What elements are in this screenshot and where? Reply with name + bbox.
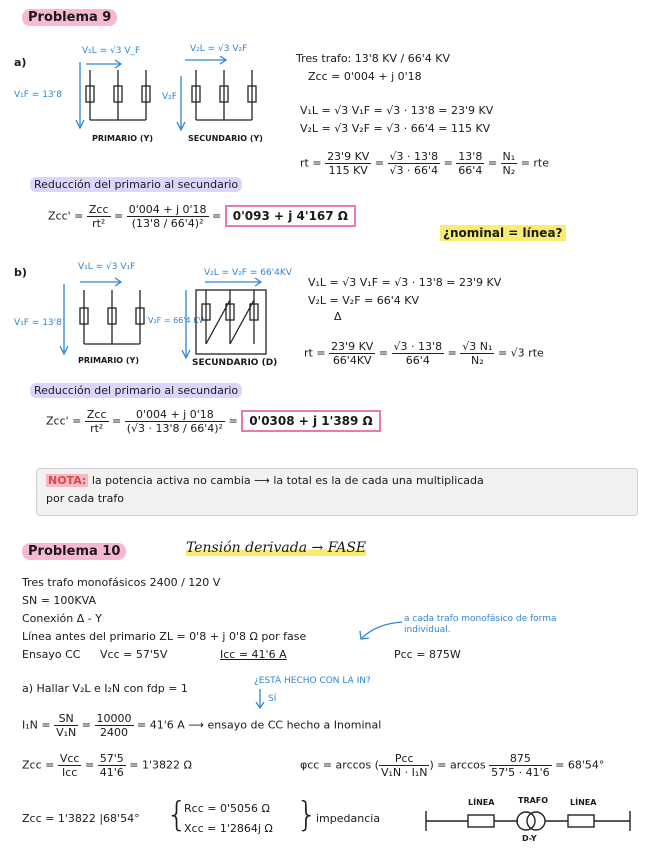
rt-b-frac3-den: N₂ — [471, 354, 484, 367]
i1n-frac2-num: 10000 — [96, 712, 132, 725]
xcc-value: Xcc = 1'2864j Ω — [184, 822, 273, 835]
primario-label-a: PRIMARIO (Y) — [92, 134, 153, 143]
phi-result: = 68'54° — [555, 758, 605, 772]
rt-b-frac2-num: √3 · 13'8 — [393, 340, 443, 353]
phi-arccos: = arccos — [437, 758, 486, 772]
zcc-b-frac-den: rt² — [90, 422, 104, 435]
zcc-frac2-den: (13'8 / 66'4)² — [131, 217, 204, 230]
given-line-1: Tres trafo monofásicos 2400 / 120 V — [22, 576, 221, 589]
v2l-label-a: V₂L = √3 V₂F — [190, 44, 248, 54]
tension-annotation — [186, 540, 366, 556]
zcc-b-frac2-den: (√3 · 13'8 / 66'4)² — [126, 422, 223, 435]
trafo-spec: Tres trafo: 13'8 KV / 66'4 KV — [296, 52, 450, 65]
v2f-label-b: V₂F = 66'4 KV — [148, 316, 204, 325]
in-question: ¿ESTÁ HECHO CON LA IN? — [254, 676, 371, 686]
rt-b-prefix: rt = — [304, 346, 326, 360]
zcc-frac-den: rt² — [92, 217, 106, 230]
reduccion-heading-a — [30, 178, 242, 191]
rcc-value: Rcc = 0'5056 Ω — [184, 802, 270, 815]
part-a-label: a) — [14, 56, 27, 69]
phi-prefix: φcc = arccos — [300, 758, 372, 772]
pcc-value: Pcc = 875W — [394, 648, 461, 661]
phi-frac-num: Pcc — [379, 752, 430, 766]
phi-frac-den: V₁N · I₁N — [380, 766, 428, 779]
diagram-linea-2: LÍNEA — [570, 798, 597, 807]
problem-10-title — [22, 544, 126, 559]
rt-b-frac2-den: 66'4 — [405, 354, 430, 367]
blue-note-arrow — [356, 614, 406, 644]
secundario-label-b: SECUNDARIO (D) — [192, 358, 278, 368]
circuit-diagram-b — [50, 272, 300, 362]
primario-label-b: PRIMARIO (Y) — [78, 356, 139, 365]
zcc-prime-prefix: Zcc' = — [48, 209, 84, 223]
v1l-label-b: V₁L = √3 V₁F — [78, 262, 136, 272]
nominal-question-text: ¿nominal = línea? — [440, 225, 566, 241]
problem-9-title — [22, 10, 117, 25]
line-trafo-diagram — [420, 806, 640, 836]
circuit-diagram-a — [60, 56, 270, 136]
rt-frac4-den: N₂ — [502, 164, 516, 177]
rt-frac4-num: N₁ — [502, 150, 516, 163]
rt-frac1-den: 115 KV — [328, 164, 368, 177]
rt-frac3-den: 66'4 — [458, 164, 483, 177]
given-line-4: Línea antes del primario ZL = 0'8 + j 0'8 Ω por fase — [22, 630, 307, 643]
rt-frac3-num: 13'8 — [458, 150, 483, 163]
rt-equation-a: rt = $\frac{23'9 KV}{115 KV}$ = $\frac{√3 \cdot 13'8}{√3 \cdot 66'4}$ = $\frac{13'8}{66'4}$ = $\frac{\text{N₁}}{\text{N₂}}$ = rte — [300, 150, 550, 177]
part-b-label: b) — [14, 266, 27, 279]
diagram-linea-1: LÍNEA — [468, 798, 495, 807]
phi-equation: φcc = arccos ( $\frac{\text{Pcc}}{\text{V₁N · I₁N}}$ ) = arccos $\frac{875}{57'5 \cdot 41'6}$ = 68'54° — [300, 752, 605, 779]
given-line-2: SN = 100KVA — [22, 594, 96, 607]
i1n-result: = 41'6 A ⟶ ensayo de CC hecho a Inominal — [137, 718, 382, 732]
rt-frac2-den: √3 · 66'4 — [389, 164, 439, 177]
v1f-label-b: V₁F = 13'8 — [14, 318, 62, 328]
v2f-label-a: V₂F — [162, 92, 177, 102]
problem-10-title-text: Problema 10 — [22, 543, 126, 560]
zcc-equation-10: Zcc = $\frac{\text{Vcc}}{\text{Icc}}$ = $\frac{57'5}{41'6}$ = 1'3822 Ω — [22, 752, 192, 779]
zcc10-frac1-den: Icc — [62, 766, 78, 779]
diagram-trafo: TRAFO — [518, 796, 549, 805]
rt-b-frac1-den: 66'4KV — [332, 354, 372, 367]
zcc-prime-equation-a: Zcc' = $\frac{\text{Zcc}}{\text{rt²}}$ = $\frac{0'004 + j 0'18}{\text{(13'8 / 66'4)²}}$ = 0'093 + j 4'167 Ω — [48, 203, 356, 230]
zcc-frac2-num: 0'004 + j 0'18 — [128, 203, 207, 216]
rt-suffix: = rte — [520, 156, 550, 170]
zcc10-frac1-num: Vcc — [59, 752, 80, 765]
rt-equation-b: rt = $\frac{23'9 KV}{66'4KV}$ = $\frac{√3 \cdot 13'8}{66'4}$ = $\frac{\text{√3 N₁}}{\text{N₂}}$ = √3 rte — [304, 340, 544, 367]
zcc10-frac2-num: 57'5 — [99, 752, 124, 765]
reduccion-heading-a-text: Reducción del primario al secundario — [30, 177, 242, 192]
zcc-value: Zcc = 0'004 + j 0'18 — [308, 70, 422, 83]
blue-note: a cada trafo monofásico de forma individual. — [404, 614, 557, 635]
right-brace: } — [296, 795, 318, 835]
zcc-polar: Zcc = 1'3822 |68'54° — [22, 812, 140, 825]
v1l-label-a: V₁L = √3 V_F — [82, 46, 141, 56]
eq-v1l-a: V₁L = √3 V₁F = √3 · 13'8 = 23'9 KV — [300, 104, 494, 117]
rt-frac2-num: √3 · 13'8 — [389, 150, 439, 163]
rt-prefix: rt = — [300, 156, 322, 170]
result-box-a: 0'093 + j 4'167 Ω — [225, 205, 356, 227]
si-answer: SÍ — [268, 694, 277, 704]
nominal-question — [440, 226, 566, 240]
nota-label: NOTA: — [48, 474, 87, 487]
part-a-10: a) Hallar V₂L e I₂N con fdp = 1 — [22, 682, 188, 695]
i1n-frac2-den: 2400 — [100, 726, 128, 739]
i1n-frac1-num: SN — [54, 712, 78, 726]
delta-mark: Δ — [334, 310, 342, 323]
left-brace: { — [166, 795, 188, 835]
reduccion-heading-b — [30, 384, 242, 397]
i1n-equation: I₁N = $\frac{SN}{\text{V₁N}}$ = $\frac{10000}{2400}$ = 41'6 A ⟶ ensayo de CC hecho a Inominal — [22, 712, 382, 739]
i1n-prefix: I₁N = — [22, 718, 51, 732]
eq-v2l-a: V₂L = √3 V₂F = √3 · 66'4 = 115 KV — [300, 122, 491, 135]
rt-frac1-num: 23'9 KV — [327, 150, 370, 163]
zcc-b-frac2-num: 0'004 + j 0'18 — [125, 408, 225, 422]
eq2-b: V₂L = V₂F = 66'4 KV — [308, 294, 419, 307]
result-box-b: 0'0308 + j 1'389 Ω — [241, 410, 381, 432]
vcc-value: Vcc = 57'5V — [100, 648, 168, 661]
nota-line-1 — [46, 474, 484, 487]
nota-text: la potencia activa no cambia ⟶ la total es la de cada una multiplicada — [91, 474, 484, 487]
diagram-dy: D-Y — [522, 834, 537, 843]
nota-line-2: por cada trafo — [46, 492, 124, 505]
given-line-3: Conexión Δ - Y — [22, 612, 102, 625]
down-arrow-icon — [254, 688, 266, 710]
given-line-5: Ensayo CC — [22, 648, 81, 661]
tension-annotation-text: Tensión derivada → FASE — [186, 540, 367, 556]
zcc-prime-equation-b: Zcc' = $\frac{\text{Zcc}}{\text{rt²}}$ = $\frac{0'004 + j 0'18}{\text{(√3 · 13'8 / 66'4)²}}$ = 0'0308 + j 1'389 Ω — [46, 408, 381, 435]
icc-value: Icc = 41'6 A — [220, 648, 287, 661]
rt-b-frac1-num: 23'9 KV — [331, 340, 374, 353]
problem-9-title-text: Problema 9 — [22, 9, 117, 26]
phi-frac2-num: 875 — [489, 752, 552, 766]
secundario-label-a: SECUNDARIO (Y) — [188, 134, 263, 143]
impedancia-label: impedancia — [316, 812, 381, 825]
zcc10-result: = 1'3822 Ω — [129, 758, 192, 772]
zcc-b-prefix: Zcc' = — [46, 414, 82, 428]
zcc-b-frac-num: Zcc — [86, 408, 107, 421]
v1f-label-a: V₁F = 13'8 — [14, 90, 62, 100]
phi-frac2-den: 57'5 · 41'6 — [491, 766, 550, 779]
zcc10-prefix: Zcc = — [22, 758, 55, 772]
zcc-frac-num: Zcc — [88, 203, 109, 216]
zcc10-frac2-den: 41'6 — [99, 766, 124, 779]
rt-b-frac3-num: √3 N₁ — [462, 340, 493, 353]
i1n-frac1-den: V₁N — [56, 726, 77, 739]
reduccion-heading-b-text: Reducción del primario al secundario — [30, 383, 242, 398]
v2l-label-b: V₂L = V₂F = 66'4KV — [204, 268, 292, 278]
rt-b-suffix: = √3 rte — [497, 346, 544, 360]
eq1-b: V₁L = √3 V₁F = √3 · 13'8 = 23'9 KV — [308, 276, 502, 289]
